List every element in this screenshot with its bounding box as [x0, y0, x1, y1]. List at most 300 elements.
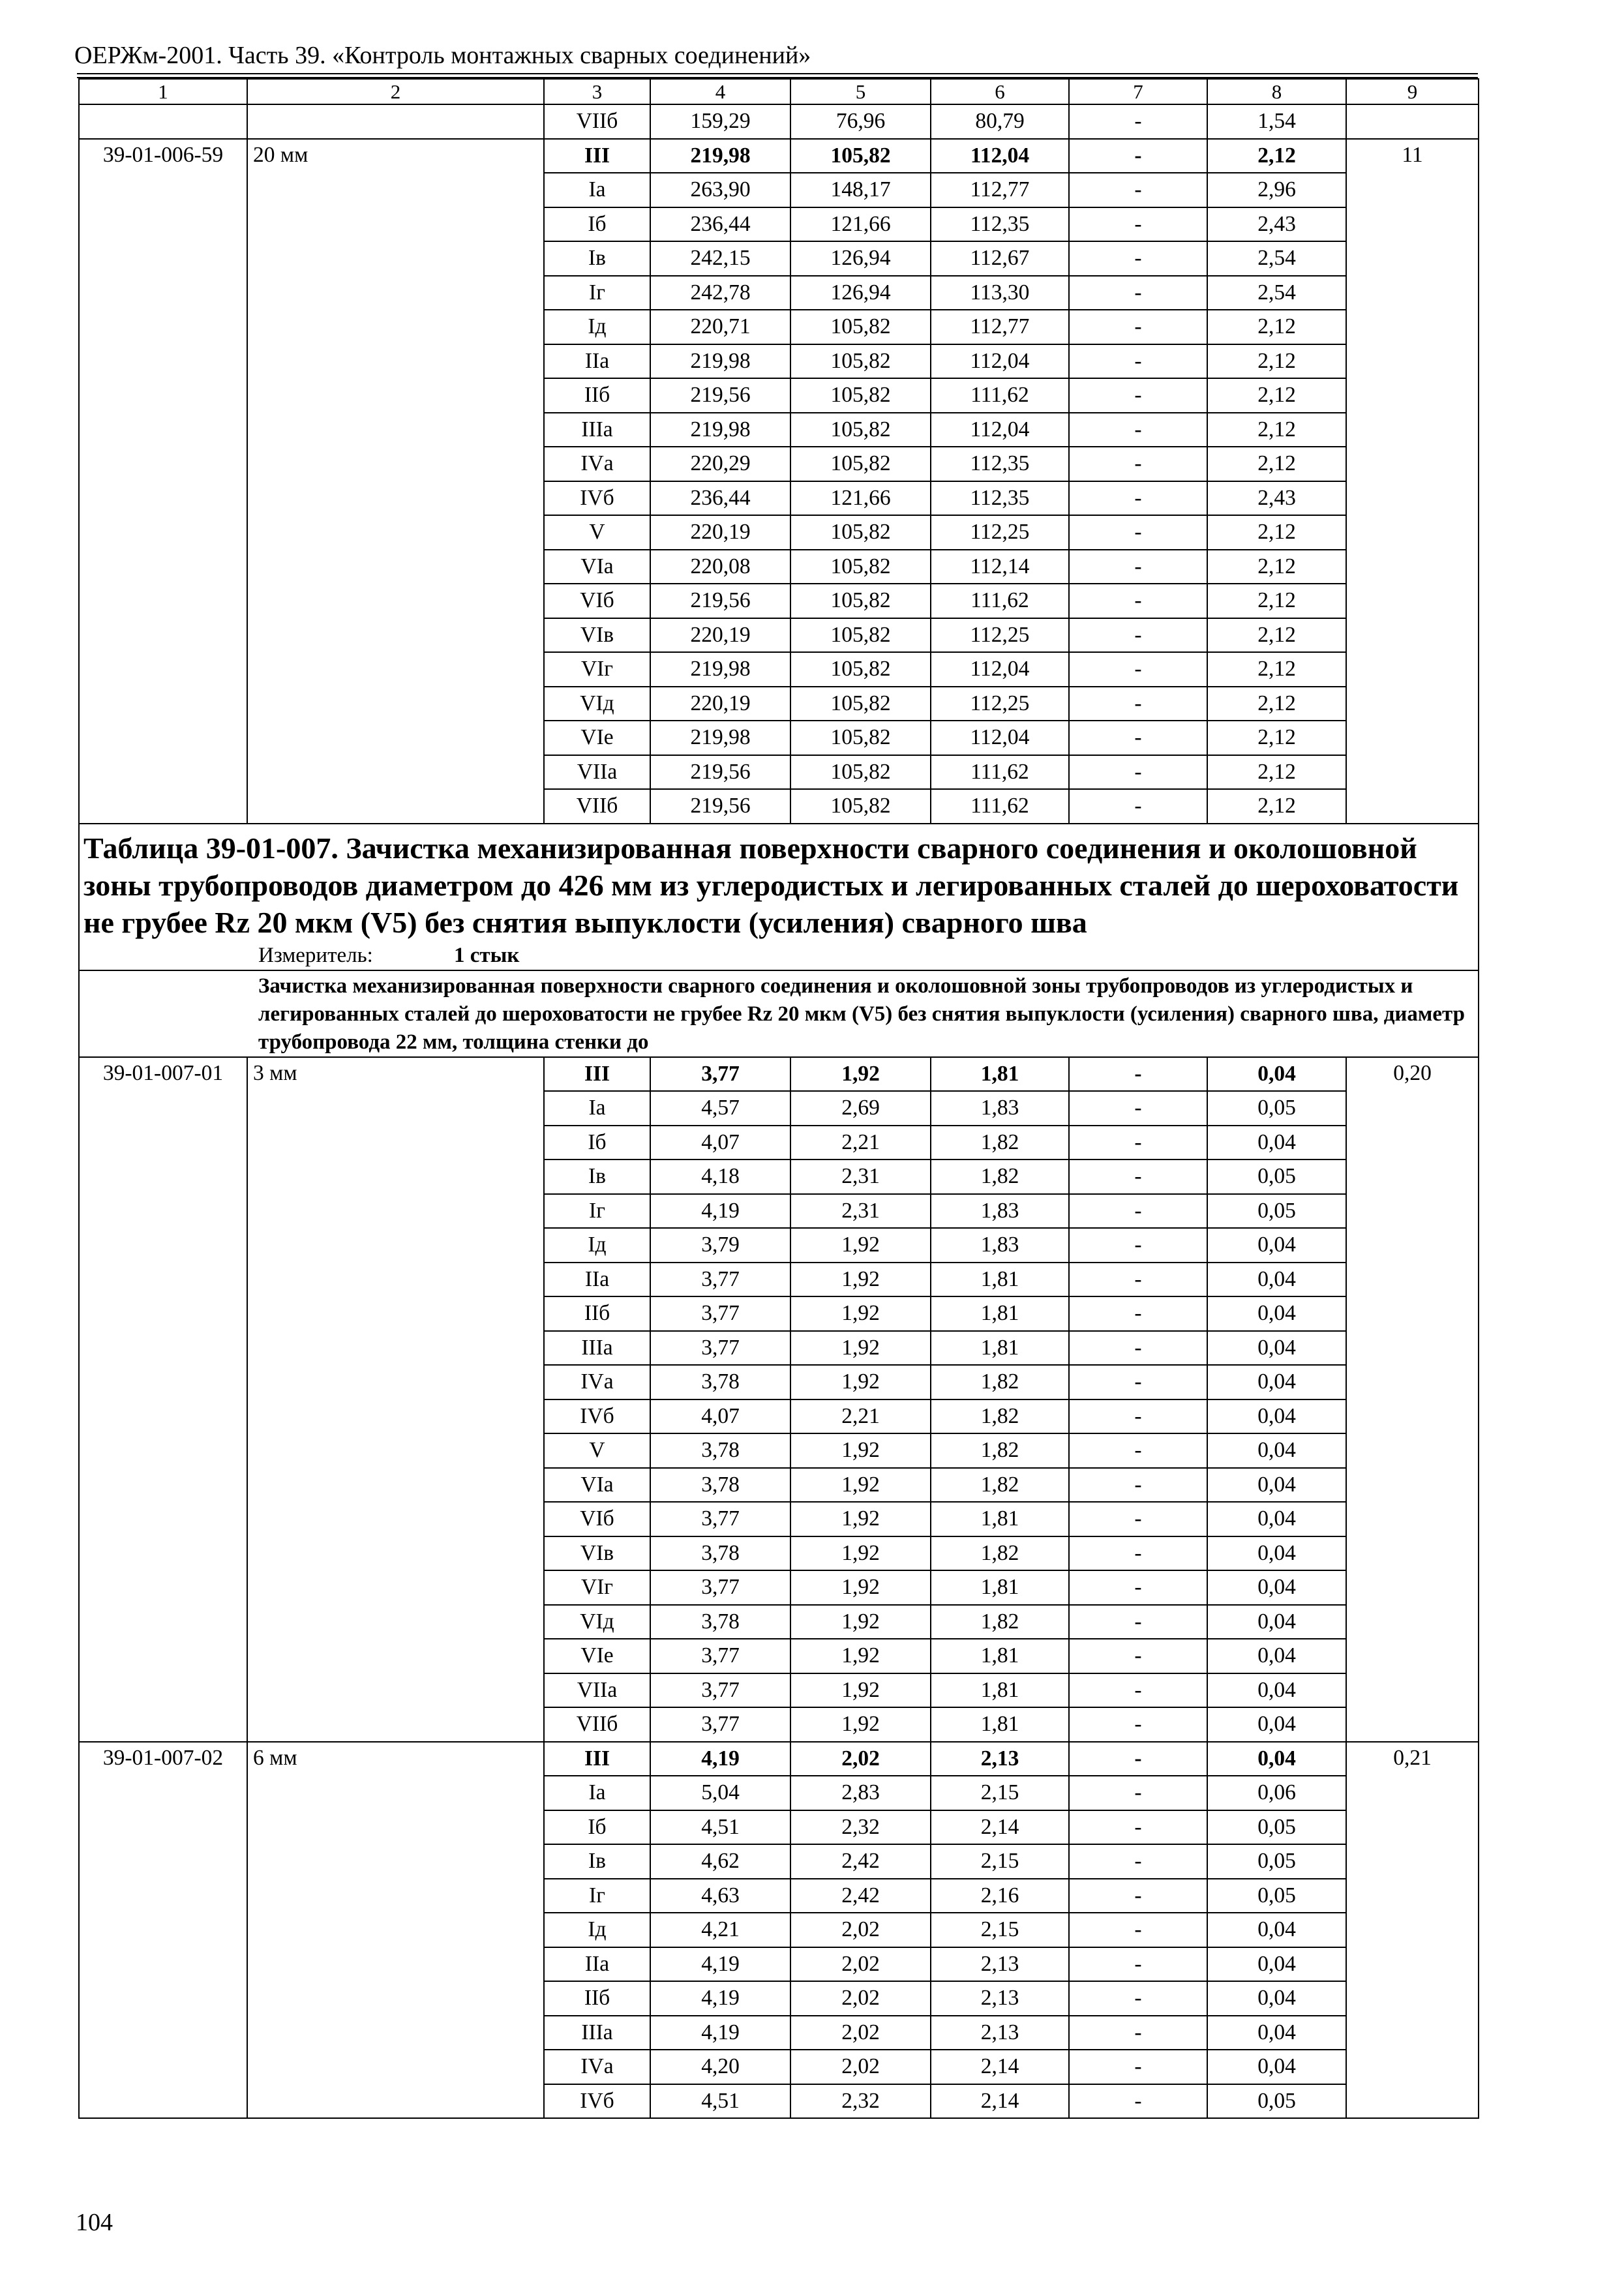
table-row: [79, 1502, 1479, 1536]
value-cell-c6: 1,82: [931, 1536, 1069, 1571]
value-cell-c8: 2,12: [1207, 652, 1346, 687]
table-row: [79, 1536, 1479, 1571]
col9-cell: [1346, 173, 1479, 207]
value-cell-c7: -: [1069, 1913, 1207, 1947]
code-cell: [79, 1091, 247, 1126]
value-cell-c7: -: [1069, 1844, 1207, 1879]
column-number-1: 1: [79, 79, 247, 104]
col9-cell: [1346, 652, 1479, 687]
param-cell: [247, 1126, 544, 1160]
value-cell-c4: 4,63: [650, 1879, 790, 1913]
zone-cell: Iв: [544, 1159, 650, 1194]
col9-cell: [1346, 104, 1479, 139]
zone-cell: VIе: [544, 1639, 650, 1673]
zone-cell: IIIа: [544, 2016, 650, 2050]
value-cell-c4: 4,07: [650, 1399, 790, 1434]
col9-cell: [1346, 447, 1479, 481]
zone-cell: VIв: [544, 618, 650, 653]
value-cell-c4: 219,56: [650, 378, 790, 413]
table-row: [79, 1126, 1479, 1160]
col9-cell: [1346, 1331, 1479, 1366]
value-cell-c8: 0,04: [1207, 1228, 1346, 1263]
zone-cell: VIб: [544, 1502, 650, 1536]
value-cell-c8: 2,54: [1207, 241, 1346, 276]
value-cell-c5: 121,66: [790, 481, 931, 516]
code-cell: [79, 1194, 247, 1229]
value-cell-c5: 105,82: [790, 515, 931, 550]
col9-cell: [1346, 1091, 1479, 1126]
value-cell-c4: 3,77: [650, 1639, 790, 1673]
value-cell-c8: 0,04: [1207, 1296, 1346, 1331]
param-cell: [247, 1502, 544, 1536]
param-cell: [247, 652, 544, 687]
value-cell-c8: 0,05: [1207, 1844, 1346, 1879]
value-cell-c7: -: [1069, 1126, 1207, 1160]
value-cell-c8: 0,04: [1207, 1365, 1346, 1399]
zone-cell: IVа: [544, 2050, 650, 2084]
value-cell-c4: 3,77: [650, 1502, 790, 1536]
table-row: [79, 1433, 1479, 1468]
column-number-8: 8: [1207, 79, 1346, 104]
param-cell: [247, 1365, 544, 1399]
value-cell-c6: 112,77: [931, 310, 1069, 344]
value-cell-c7: -: [1069, 104, 1207, 139]
value-cell-c7: -: [1069, 2016, 1207, 2050]
value-cell-c5: 2,42: [790, 1879, 931, 1913]
value-cell-c8: 0,04: [1207, 1468, 1346, 1503]
value-cell-c4: 4,19: [650, 1981, 790, 2016]
param-cell: [247, 1536, 544, 1571]
value-cell-c7: -: [1069, 584, 1207, 618]
value-cell-c6: 112,67: [931, 241, 1069, 276]
value-cell-c5: 1,92: [790, 1673, 931, 1708]
measure-line: [83, 942, 1474, 968]
value-cell-c4: 3,78: [650, 1605, 790, 1639]
param-cell: [247, 310, 544, 344]
column-number-7: 7: [1069, 79, 1207, 104]
col9-cell: [1346, 1639, 1479, 1673]
code-cell: [79, 1365, 247, 1399]
zone-cell: Iг: [544, 276, 650, 310]
value-cell-c6: 111,62: [931, 378, 1069, 413]
param-cell: [247, 2084, 544, 2119]
table-row: [79, 1296, 1479, 1331]
value-cell-c8: 2,96: [1207, 173, 1346, 207]
value-cell-c5: 105,82: [790, 344, 931, 379]
table-row: [79, 481, 1479, 516]
zone-cell: IIа: [544, 1947, 650, 1982]
value-cell-c6: 2,15: [931, 1844, 1069, 1879]
value-cell-c5: 2,02: [790, 1947, 931, 1982]
value-cell-c7: -: [1069, 1536, 1207, 1571]
code-cell: [79, 1707, 247, 1742]
param-cell: [247, 1947, 544, 1982]
col9-cell: [1346, 310, 1479, 344]
param-cell: [247, 276, 544, 310]
value-cell-c6: 1,81: [931, 1057, 1069, 1092]
value-cell-c5: 105,82: [790, 310, 931, 344]
value-cell-c5: 105,82: [790, 618, 931, 653]
value-cell-c7: -: [1069, 1639, 1207, 1673]
value-cell-c7: -: [1069, 1468, 1207, 1503]
param-cell: [247, 1570, 544, 1605]
value-cell-c8: 0,05: [1207, 1194, 1346, 1229]
value-cell-c8: 0,04: [1207, 1981, 1346, 2016]
col9-cell: [1346, 1228, 1479, 1263]
value-cell-c5: 2,02: [790, 1742, 931, 1776]
value-cell-c7: -: [1069, 652, 1207, 687]
value-cell-c6: 1,83: [931, 1091, 1069, 1126]
table-row: [79, 2016, 1479, 2050]
value-cell-c7: -: [1069, 1879, 1207, 1913]
value-cell-c5: 2,02: [790, 2050, 931, 2084]
zone-cell: Iд: [544, 1228, 650, 1263]
param-cell: [247, 1159, 544, 1194]
value-cell-c4: 159,29: [650, 104, 790, 139]
param-cell: [247, 1331, 544, 1366]
value-cell-c8: 0,04: [1207, 1639, 1346, 1673]
value-cell-c4: 236,44: [650, 481, 790, 516]
table-row: [79, 413, 1479, 447]
code-cell: [79, 1331, 247, 1366]
value-cell-c6: 1,81: [931, 1570, 1069, 1605]
value-cell-c6: 111,62: [931, 789, 1069, 824]
value-cell-c5: 105,82: [790, 721, 931, 755]
value-cell-c7: -: [1069, 1673, 1207, 1708]
zone-cell: VIIб: [544, 1707, 650, 1742]
value-cell-c5: 105,82: [790, 687, 931, 721]
zone-cell: Iб: [544, 1126, 650, 1160]
param-cell: [247, 2050, 544, 2084]
value-cell-c6: 1,83: [931, 1194, 1069, 1229]
value-cell-c6: 112,77: [931, 173, 1069, 207]
value-cell-c7: -: [1069, 1707, 1207, 1742]
value-cell-c7: -: [1069, 173, 1207, 207]
value-cell-c7: -: [1069, 1947, 1207, 1982]
value-cell-c5: 1,92: [790, 1228, 931, 1263]
col9-cell: [1346, 2050, 1479, 2084]
code-cell: 39-01-007-01: [79, 1057, 247, 1092]
table-row: [79, 1468, 1479, 1503]
value-cell-c4: 220,19: [650, 618, 790, 653]
column-number-6: 6: [931, 79, 1069, 104]
param-cell: [247, 344, 544, 379]
value-cell-c4: 219,98: [650, 413, 790, 447]
col9-cell: [1346, 241, 1479, 276]
table-row: [79, 139, 1479, 173]
col9-cell: [1346, 1981, 1479, 2016]
value-cell-c5: 2,83: [790, 1776, 931, 1810]
param-cell: [247, 1707, 544, 1742]
value-cell-c6: 1,81: [931, 1263, 1069, 1297]
zone-cell: Iв: [544, 1844, 650, 1879]
value-cell-c6: 112,35: [931, 481, 1069, 516]
value-cell-c4: 4,19: [650, 1194, 790, 1229]
column-number-2: 2: [247, 79, 544, 104]
value-cell-c6: 2,15: [931, 1776, 1069, 1810]
value-cell-c6: 112,25: [931, 687, 1069, 721]
value-cell-c4: 3,77: [650, 1296, 790, 1331]
code-cell: [79, 104, 247, 139]
code-cell: [79, 207, 247, 242]
value-cell-c5: 126,94: [790, 241, 931, 276]
value-cell-c8: 2,12: [1207, 310, 1346, 344]
value-cell-c7: -: [1069, 2084, 1207, 2119]
value-cell-c4: 3,78: [650, 1468, 790, 1503]
table-row: [79, 584, 1479, 618]
value-cell-c5: 105,82: [790, 755, 931, 790]
value-cell-c7: -: [1069, 413, 1207, 447]
col9-cell: 11: [1346, 139, 1479, 173]
value-cell-c7: -: [1069, 1433, 1207, 1468]
param-cell: [247, 687, 544, 721]
value-cell-c7: -: [1069, 447, 1207, 481]
value-cell-c7: -: [1069, 1776, 1207, 1810]
param-cell: [247, 550, 544, 584]
value-cell-c4: 220,19: [650, 515, 790, 550]
column-number-5: 5: [790, 79, 931, 104]
value-cell-c4: 220,19: [650, 687, 790, 721]
zone-cell: IIIа: [544, 1331, 650, 1366]
table-row: [79, 1057, 1479, 1092]
table-row: [79, 687, 1479, 721]
param-cell: [247, 207, 544, 242]
param-cell: [247, 1296, 544, 1331]
value-cell-c5: 2,32: [790, 1810, 931, 1845]
value-cell-c5: 2,42: [790, 1844, 931, 1879]
value-cell-c4: 3,77: [650, 1263, 790, 1297]
value-cell-c5: 1,92: [790, 1639, 931, 1673]
value-cell-c6: 112,35: [931, 207, 1069, 242]
code-cell: [79, 1879, 247, 1913]
code-cell: [79, 1844, 247, 1879]
value-cell-c5: 105,82: [790, 584, 931, 618]
value-cell-c6: 2,16: [931, 1879, 1069, 1913]
value-cell-c6: 113,30: [931, 276, 1069, 310]
value-cell-c7: -: [1069, 1502, 1207, 1536]
value-cell-c6: 2,13: [931, 1947, 1069, 1982]
param-cell: [247, 173, 544, 207]
table-row: [79, 1399, 1479, 1434]
table-row: [79, 1673, 1479, 1708]
value-cell-c8: 2,12: [1207, 413, 1346, 447]
col9-cell: [1346, 1810, 1479, 1845]
col9-cell: [1346, 1844, 1479, 1879]
zone-cell: Iб: [544, 207, 650, 242]
param-cell: [247, 1399, 544, 1434]
table-row: [79, 1605, 1479, 1639]
zone-cell: VIб: [544, 584, 650, 618]
value-cell-c5: 1,92: [790, 1057, 931, 1092]
value-cell-c5: 105,82: [790, 652, 931, 687]
col9-cell: [1346, 2084, 1479, 2119]
param-cell: [247, 447, 544, 481]
col9-cell: [1346, 344, 1479, 379]
table-row: [79, 241, 1479, 276]
table-row: [79, 1844, 1479, 1879]
value-cell-c4: 220,29: [650, 447, 790, 481]
value-cell-c4: 236,44: [650, 207, 790, 242]
zone-cell: Iд: [544, 310, 650, 344]
zone-cell: Iб: [544, 1810, 650, 1845]
col9-cell: [1346, 1913, 1479, 1947]
code-cell: [79, 1947, 247, 1982]
table-row: [79, 1879, 1479, 1913]
value-cell-c7: -: [1069, 515, 1207, 550]
value-cell-c5: 105,82: [790, 789, 931, 824]
zone-cell: Iг: [544, 1194, 650, 1229]
value-cell-c8: 0,04: [1207, 1331, 1346, 1366]
zone-cell: VIг: [544, 652, 650, 687]
value-cell-c7: -: [1069, 241, 1207, 276]
value-cell-c4: 4,07: [650, 1126, 790, 1160]
col9-cell: [1346, 755, 1479, 790]
table-row: [79, 1810, 1479, 1845]
col9-cell: [1346, 2016, 1479, 2050]
param-cell: 6 мм: [247, 1742, 544, 1776]
value-cell-c7: -: [1069, 1981, 1207, 2016]
value-cell-c4: 3,77: [650, 1331, 790, 1366]
value-cell-c5: 2,69: [790, 1091, 931, 1126]
zone-cell: VIа: [544, 550, 650, 584]
value-cell-c5: 2,02: [790, 1913, 931, 1947]
param-cell: [247, 1639, 544, 1673]
value-cell-c7: -: [1069, 721, 1207, 755]
zone-cell: VIа: [544, 1468, 650, 1503]
value-cell-c6: 112,04: [931, 652, 1069, 687]
value-cell-c5: 1,92: [790, 1502, 931, 1536]
col9-cell: [1346, 721, 1479, 755]
param-cell: [247, 2016, 544, 2050]
code-cell: [79, 1605, 247, 1639]
col9-cell: [1346, 1126, 1479, 1160]
table-row: [79, 550, 1479, 584]
value-cell-c5: 126,94: [790, 276, 931, 310]
code-cell: [79, 447, 247, 481]
value-cell-c6: 1,81: [931, 1707, 1069, 1742]
value-cell-c6: 1,82: [931, 1468, 1069, 1503]
zone-cell: IIа: [544, 344, 650, 379]
col9-cell: [1346, 1159, 1479, 1194]
value-cell-c6: 1,81: [931, 1331, 1069, 1366]
value-cell-c6: 112,04: [931, 139, 1069, 173]
value-cell-c7: -: [1069, 789, 1207, 824]
code-cell: [79, 2050, 247, 2084]
value-cell-c8: 0,05: [1207, 1879, 1346, 1913]
code-cell: [79, 1913, 247, 1947]
table-row: [79, 1159, 1479, 1194]
value-cell-c4: 219,98: [650, 139, 790, 173]
col9-cell: [1346, 1707, 1479, 1742]
description-row: [79, 970, 1479, 1057]
value-cell-c5: 2,02: [790, 1981, 931, 2016]
value-cell-c7: -: [1069, 344, 1207, 379]
param-cell: [247, 413, 544, 447]
value-cell-c5: 105,82: [790, 378, 931, 413]
value-cell-c8: 2,12: [1207, 721, 1346, 755]
code-cell: [79, 173, 247, 207]
table-title: Таблица 39-01-007. Зачистка механизированная поверхности сварного соединения и околошовной зоны трубопроводов диаметром до 426 мм из углеродистых и легированных сталей до шероховатости не грубее Rz 20 мкм (V5) без снятия выпуклости (усиления) сварного шва: [83, 831, 1459, 939]
value-cell-c8: 2,43: [1207, 481, 1346, 516]
col9-cell: [1346, 584, 1479, 618]
zone-cell: Iд: [544, 1913, 650, 1947]
value-cell-c5: 2,21: [790, 1399, 931, 1434]
value-cell-c4: 219,98: [650, 721, 790, 755]
code-cell: [79, 687, 247, 721]
zone-cell: IVб: [544, 1399, 650, 1434]
code-cell: [79, 2016, 247, 2050]
value-cell-c6: 2,15: [931, 1913, 1069, 1947]
code-cell: [79, 1810, 247, 1845]
value-cell-c7: -: [1069, 1296, 1207, 1331]
value-cell-c4: 4,21: [650, 1913, 790, 1947]
value-cell-c8: 0,04: [1207, 1502, 1346, 1536]
zone-cell: VIд: [544, 1605, 650, 1639]
col9-cell: [1346, 207, 1479, 242]
value-cell-c6: 2,14: [931, 1810, 1069, 1845]
col9-cell: [1346, 1570, 1479, 1605]
value-cell-c4: 4,62: [650, 1844, 790, 1879]
code-cell: [79, 1296, 247, 1331]
code-cell: [79, 1263, 247, 1297]
param-cell: [247, 1776, 544, 1810]
code-cell: [79, 1228, 247, 1263]
section-description: Зачистка механизированная поверхности сварного соединения и околошовной зоны трубопроводов из углеродистых и легированных сталей до шероховатости не грубее Rz 20 мкм (V5) без снятия выпуклости (усиления) сварного шва, диаметр трубопровода 22 мм, толщина стенки до: [258, 974, 1465, 1054]
value-cell-c6: 1,83: [931, 1228, 1069, 1263]
value-cell-c8: 2,12: [1207, 618, 1346, 653]
param-cell: [247, 618, 544, 653]
table-row: [79, 1913, 1479, 1947]
zone-cell: V: [544, 515, 650, 550]
value-cell-c8: 0,04: [1207, 1707, 1346, 1742]
col9-cell: [1346, 1296, 1479, 1331]
value-cell-c7: -: [1069, 1605, 1207, 1639]
value-cell-c6: 1,81: [931, 1502, 1069, 1536]
param-cell: [247, 1468, 544, 1503]
code-cell: [79, 1126, 247, 1160]
code-cell: [79, 1981, 247, 2016]
value-cell-c7: -: [1069, 207, 1207, 242]
value-cell-c5: 1,92: [790, 1365, 931, 1399]
value-cell-c8: 0,04: [1207, 1605, 1346, 1639]
value-cell-c7: -: [1069, 687, 1207, 721]
value-cell-c8: 2,12: [1207, 344, 1346, 379]
param-cell: [247, 1879, 544, 1913]
value-cell-c6: 1,81: [931, 1673, 1069, 1708]
value-cell-c8: 2,12: [1207, 515, 1346, 550]
zone-cell: V: [544, 1433, 650, 1468]
value-cell-c5: 2,21: [790, 1126, 931, 1160]
value-cell-c7: -: [1069, 1263, 1207, 1297]
value-cell-c5: 76,96: [790, 104, 931, 139]
value-cell-c4: 4,19: [650, 1947, 790, 1982]
code-cell: [79, 1502, 247, 1536]
zone-cell: VIIб: [544, 104, 650, 139]
value-cell-c8: 2,12: [1207, 550, 1346, 584]
param-cell: 20 мм: [247, 139, 544, 173]
zone-cell: Iв: [544, 241, 650, 276]
value-cell-c4: 3,78: [650, 1365, 790, 1399]
value-cell-c7: -: [1069, 481, 1207, 516]
column-number-4: 4: [650, 79, 790, 104]
table-row: [79, 2050, 1479, 2084]
value-cell-c4: 263,90: [650, 173, 790, 207]
value-cell-c4: 4,51: [650, 1810, 790, 1845]
table-row: [79, 1639, 1479, 1673]
table-row: [79, 378, 1479, 413]
col9-cell: [1346, 1947, 1479, 1982]
table-row: [79, 1365, 1479, 1399]
